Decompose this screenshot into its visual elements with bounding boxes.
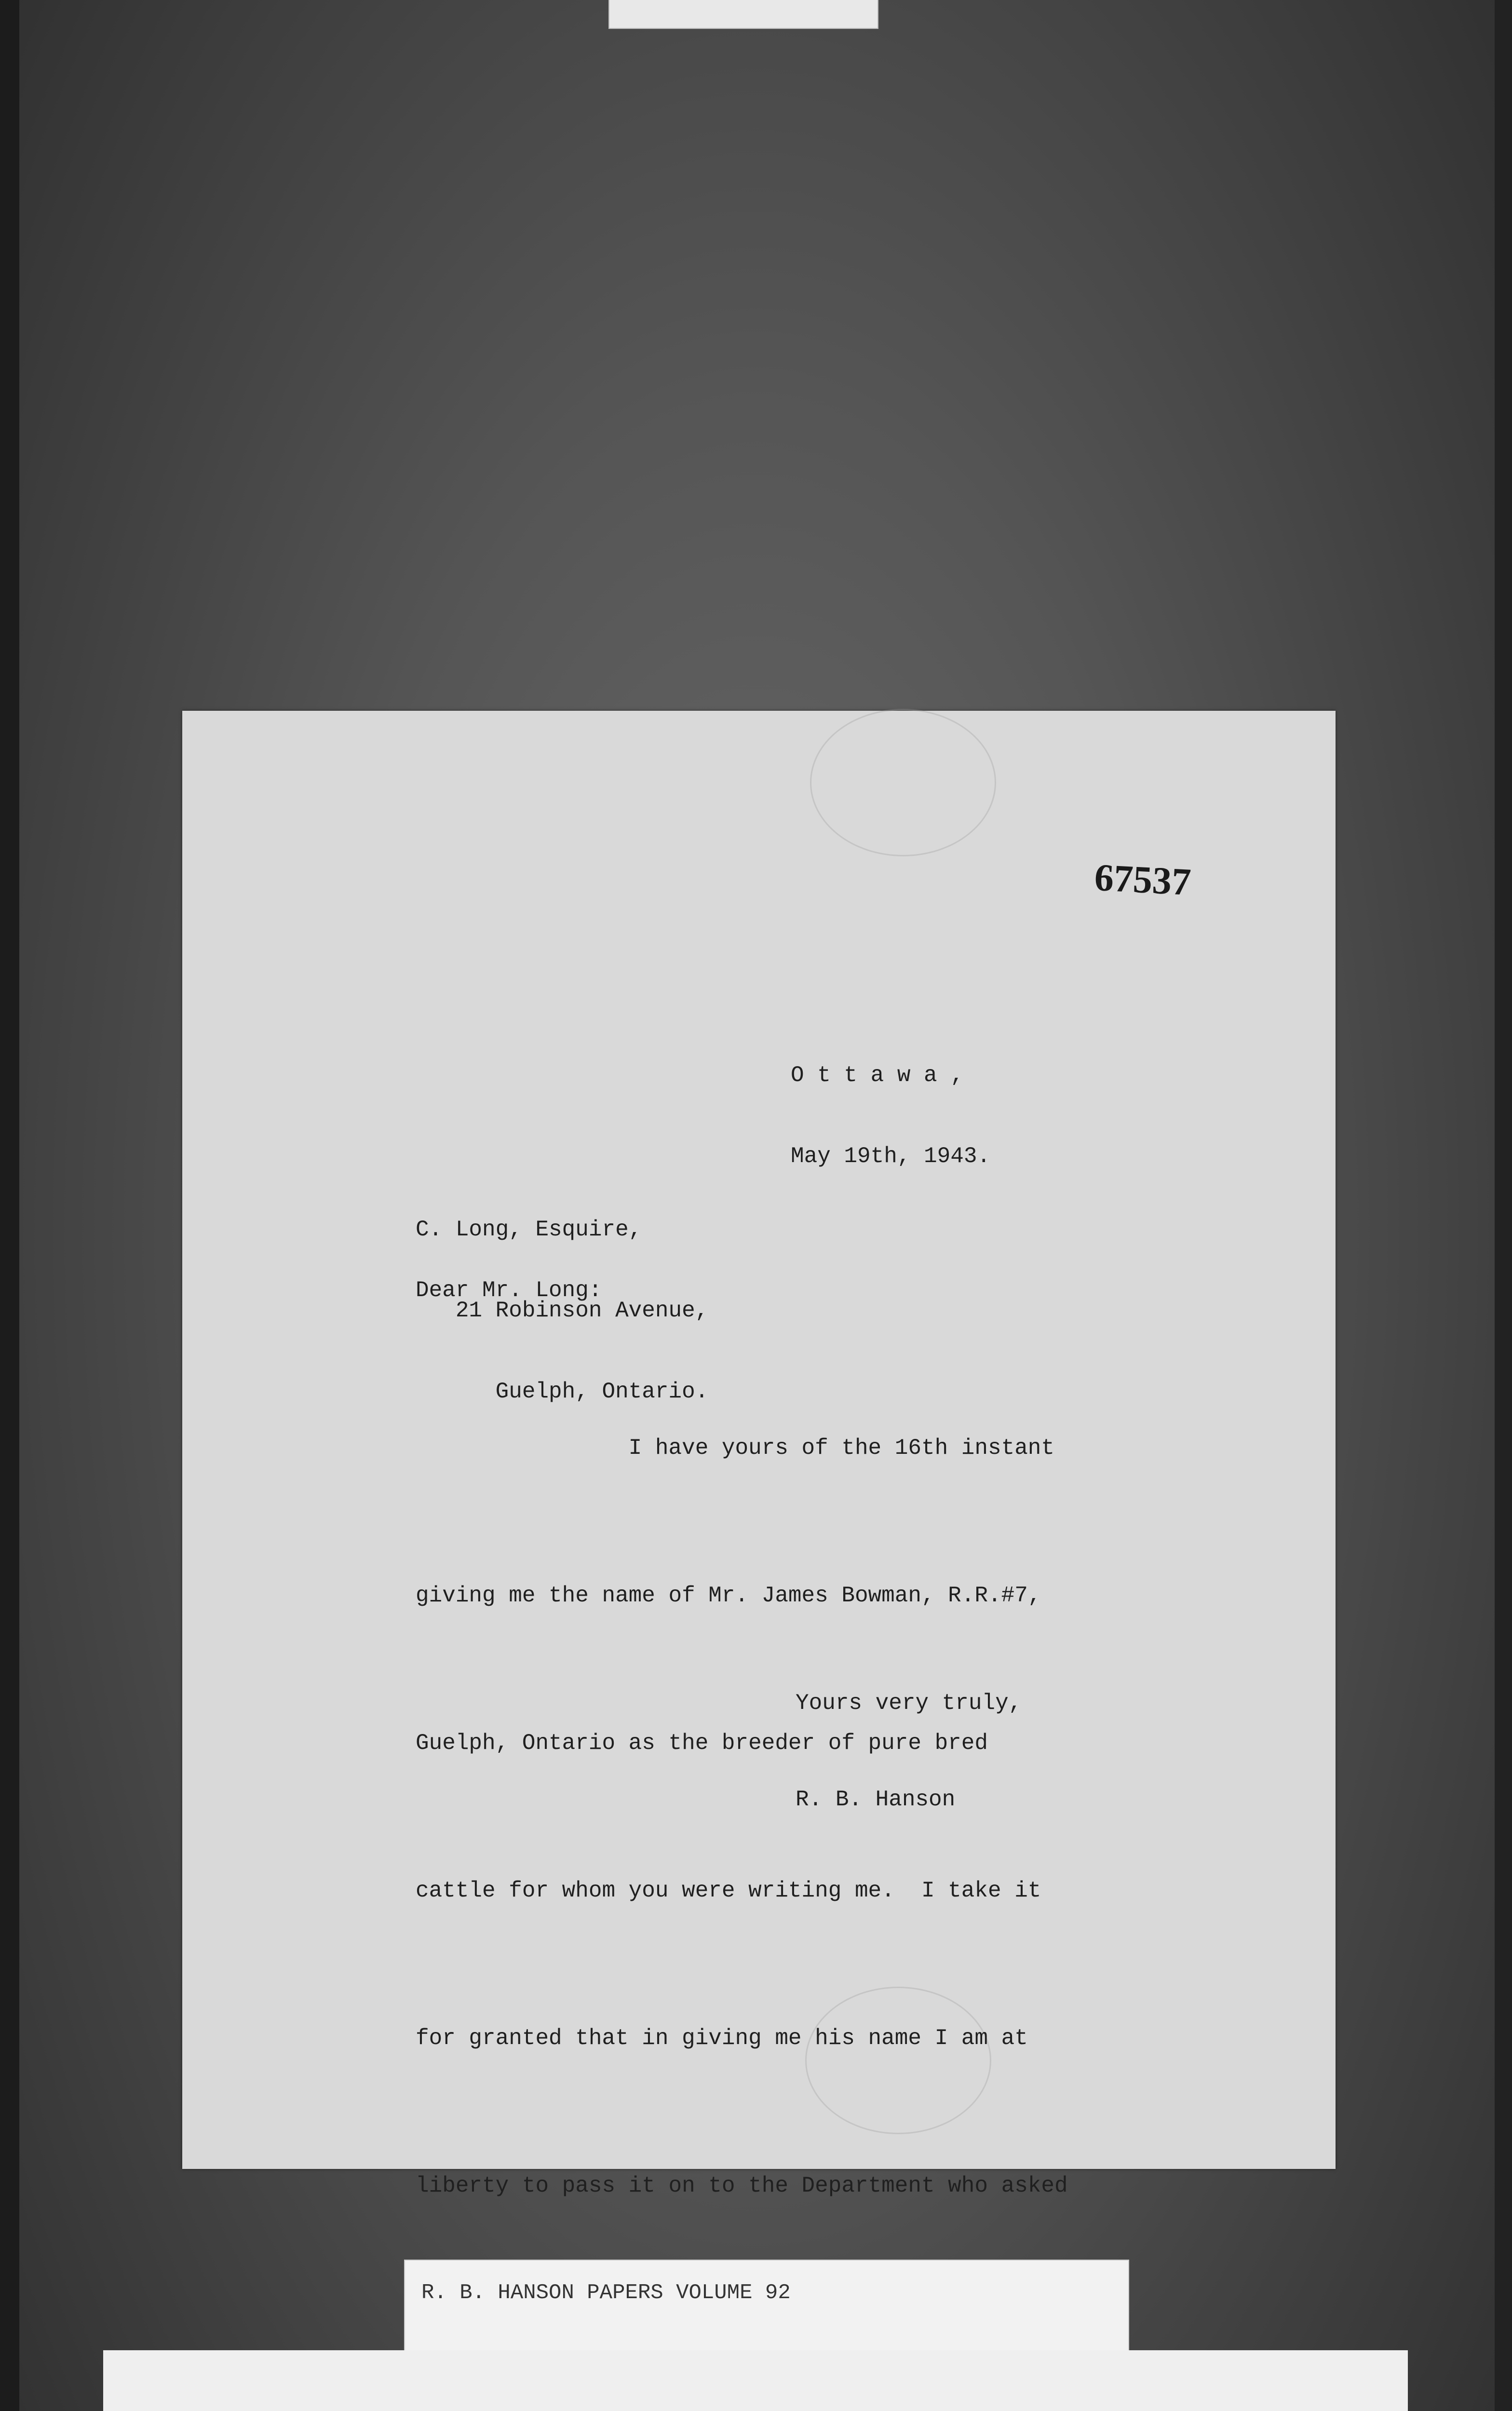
closing: Yours very truly, (796, 1691, 1022, 1716)
top-clip-tab (608, 0, 878, 29)
archives-card (103, 2350, 1408, 2411)
body-line: I have yours of the 16th instant (416, 1436, 1055, 1461)
addressee-street: 21 Robinson Avenue, (416, 1298, 709, 1323)
faint-stamp-top (810, 709, 996, 856)
dateline-city: O t t a w a , (791, 1063, 964, 1088)
dateline-date: May 19th, 1943. (791, 1144, 991, 1169)
body-line: for granted that in giving me his name I am at (416, 2026, 1028, 2051)
letter-body (416, 1325, 1068, 2407)
dateline (791, 1008, 990, 1197)
film-edge-left (0, 0, 19, 2411)
body-line: giving me the name of Mr. James Bowman, R.R.#7, (416, 1583, 1041, 1608)
salutation: Dear Mr. Long: (416, 1278, 602, 1303)
volume-label (404, 2260, 1129, 2353)
document-number: 67537 (1093, 856, 1192, 904)
body-line: Guelph, Ontario as the breeder of pure bred (416, 1731, 988, 1756)
signature: R. B. Hanson (796, 1787, 956, 1812)
body-line: cattle for whom you were writing me. I take it (416, 1878, 1041, 1903)
body-line: liberty to pass it on to the Department who asked (416, 2173, 1068, 2198)
addressee-city: Guelph, Ontario. (416, 1379, 709, 1404)
addressee-name: C. Long, Esquire, (416, 1217, 642, 1242)
volume-label-text: R. B. HANSON PAPERS VOLUME 92 (421, 2281, 791, 2305)
film-edge-right (1495, 0, 1512, 2411)
